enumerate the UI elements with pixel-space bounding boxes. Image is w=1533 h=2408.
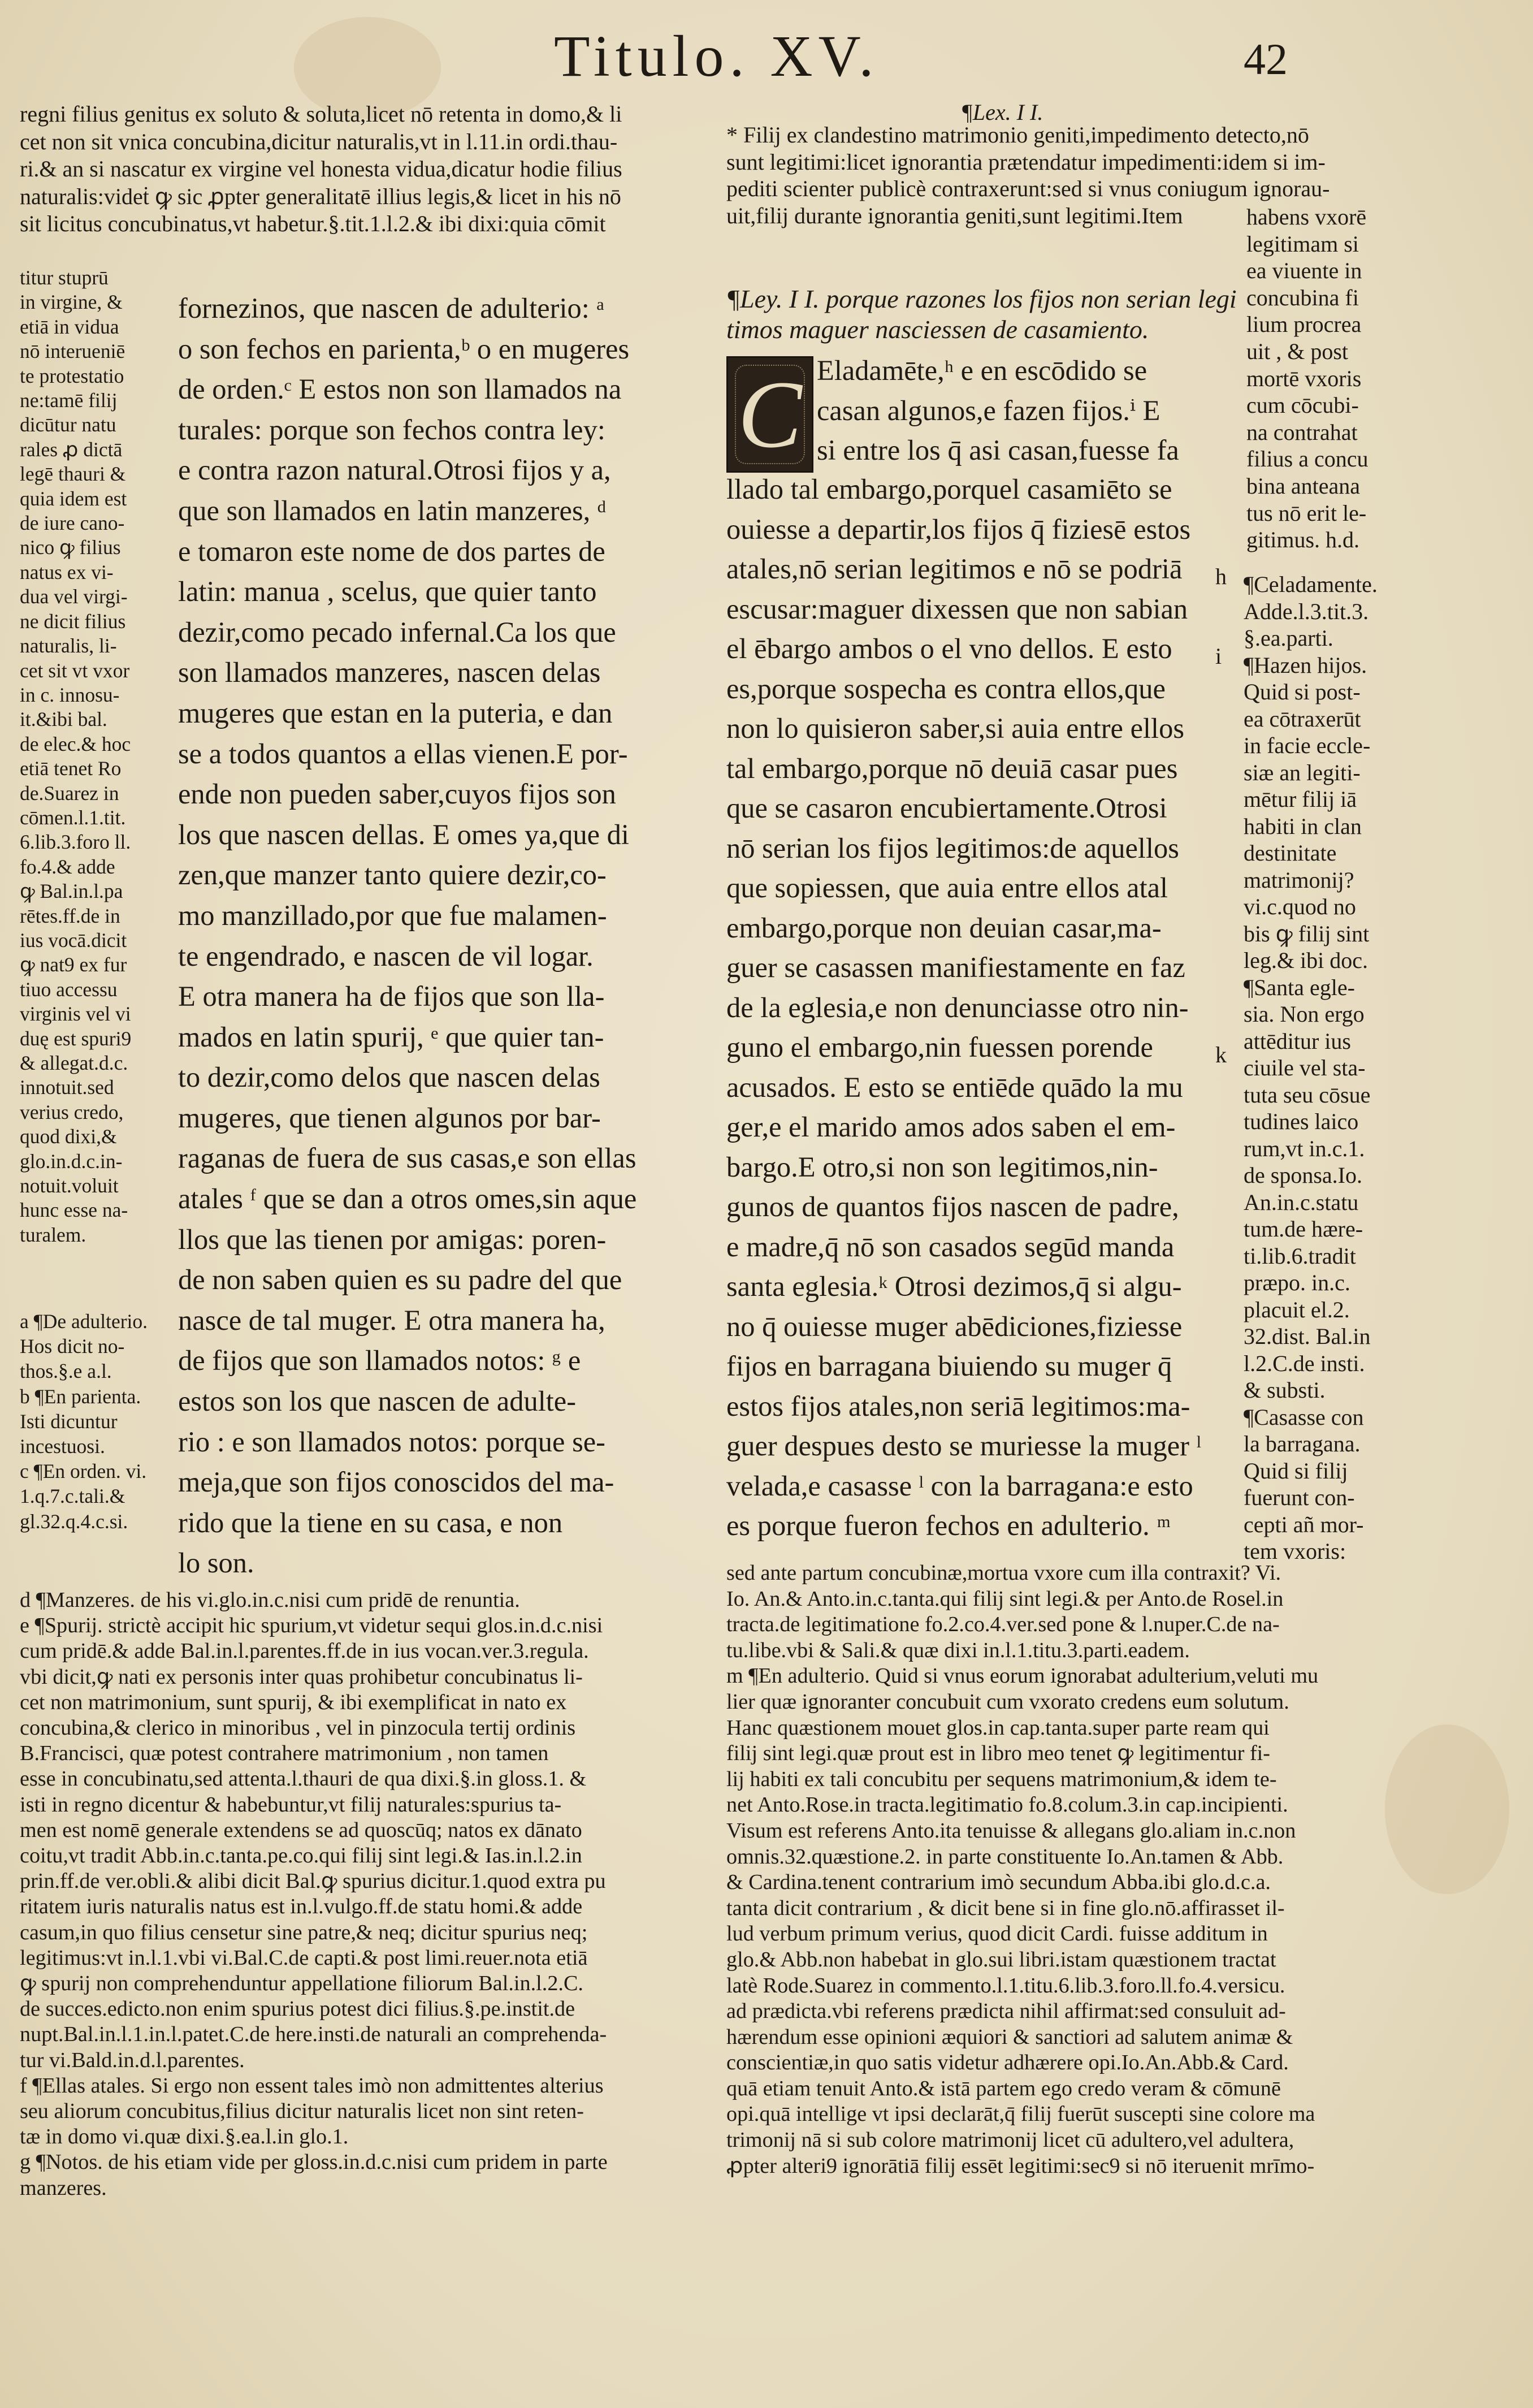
left-bottom-commentary: d ¶Manzeres. de his vi.glo.in.c.nisi cum pridē de renuntia. e ¶Spurij. strictè accipit hic spurium,vt videtur sequi glos.in.d.c.nisi cum pridē.& adde Bal.in.l.parentes.ff.de in ius vocan.ver.3.regula. vbi dicit,ꝙ nati ex personis inter quas prohibetur concubinatus li- cet non matrimonium, sunt spurij, & ibi exemplificat in nato ex concubina,& clerico in minoribus , vel in pinzocula tertij ordinis B.Francisci, quæ potest contrahere matrimonium , non tamen esse in concubinatu,sed attenta.l.thauri de qua dixi.§.in gloss.1. & isti in regno dicentur & habebuntur,vt filij naturales:spurius ta- men est nomē generale extendens se ad quoscūq; natos ex dānato coitu,vt tradit Abb.in.c.tanta.pe.co.qui filij sint legi.& Ias.in.l.2.in prin.ff.de ver.obli.& alibi dicit Bal.ꝙ spurius dicitur.1.quod extra pu ritatem iuris naturalis natus est in.l.vulgo.ff.de statu homi.& adde casum,in quo filius censetur sine patre,& neq; dicitur spurius neq; legitimus:vt in.l.1.vbi vi.Bal.C.de capti.& post limi.reuer.nota etiā ꝙ spurij non comprehenduntur appellatione filiorum Bal.in.l.2.C. de succes.edicto.non enim spurius potest dici filius.§.pe.instit.de nupt.Bal.in.l.1.in.l.patet.C.de here.insti.de naturali an comprehenda- tur vi.Bald.in.d.l.parentes. f ¶Ellas atales. Si ergo non essent tales imò non admittentes alterius seu aliorum concubitus,filius dicitur naturalis licet non sint reten- tæ in domo vi.quæ dixi.§.ea.l.in glo.1. g ¶Notos. de his etiam vide per gloss.in.d.c.nisi cum pridem in parte manzeres.	[20, 1588, 608, 2200]
initial-letter: C	[738, 361, 802, 468]
right-main-text-opening: Eladamēte,ʰ e en escōdido se casan algunos,e fazen fijos.ⁱ E si entre los q̄ asi casan,fuesse fa	[817, 355, 1179, 466]
note-markers: h i k	[1215, 564, 1227, 1067]
page-title: Titulo. XV.	[554, 24, 880, 89]
left-gloss-intro: regni filius genitus ex soluto & soluta,licet nō retenta in domo,& li cet non sit vnica concubina,dicitur naturalis,vt in l.11.in ordi.thau- ri.& an si nascatur ex virgine vel honesta vidua,dicatur hodie filius naturalis:videṫ ꝙ sic ꝓpter generalitatē illius legis,& licet in his nō sit licitus concubinatus,vt habetur.§.tit.1.l.2.& ibi dixi:quia cōmit	[20, 101, 622, 237]
left-marginal-gloss: titur stuprū in virgine, & etiā in vidua nō interueniē te protestatio ne:tamē filij dicūtur natu rales ꝓ dictā legē thauri & quia idem est de iure cano- nico ꝙ filius natus ex vi- dua vel virgi- ne dicit filius naturalis, li- cet sit vt vxor in c. innosu- it.&ibi bal. de elec.& hoc etiā tenet Ro de.Suarez in cōmen.l.1.tit. 6.lib.3.foro ll. fo.4.& adde ꝙ Bal.in.l.pa rētes.ff.de in ius vocā.dicit ꝙ nat9 ex fur tiuo accessu virginis vel vi duę est spuri9 & allegat.d.c. innotuit.sed verius credo, quod dixi,& glo.in.d.c.in- notuit.voluit hunc esse na- turalem.	[20, 266, 132, 1246]
decorated-initial	[726, 356, 813, 473]
page-number: 42	[1244, 34, 1288, 84]
ley-heading: ¶Ley. I I. porque razones los fijos non serian legi timos maguer nasciessen de casamiento.	[726, 284, 1237, 344]
right-bottom-commentary: sed ante partum concubinæ,mortua vxore cum illa contraxit? Vi. Io. An.& Anto.in.c.tanta.qui filij sint legi.& per Anto.de Rosel.in tracta.de legitimatione fo.2.co.4.ver.sed pone & l.nuper.C.de na- tu.libe.vbi & Sali.& quæ dixi in.l.1.titu.3.parti.eadem. m ¶En adulterio. Quid si vnus eorum ignorabat adulterium,veluti mu lier quæ ignoranter concubuit cum vxorato credens eum solutum. Hanc quæstionem mouet glos.in cap.tanta.super parte ream qui filij sint legi.quæ prout est in libro meo tenet ꝙ legitimentur fi- lij habiti ex tali concubitu per sequens matrimonium,& idem te- net Anto.Rose.in tracta.legitimatio fo.8.colum.3.in cap.incipienti. Visum est referens Anto.ita tenuisse & allegans glo.aliam in.c.non omnis.32.quæstione.2. in parte constituente Io.An.tamen & Abb. & Cardina.tenent contrarium imò secundum Abba.ibi glo.d.c.a. tanta dicit contrarium , & dicit bene si in fine glo.nō.affirasset il- lud verbum primum verius, quod dicit Cardi. fuisse additum in glo.& Abb.non habebat in glo.sui libri.istam quæstionem tractat latè Rode.Suarez in commento.l.1.titu.6.lib.3.foro.ll.fo.4.versicu. ad prædicta.vbi referens prædicta nihil affirmat:sed consuluit ad- hærendum esse opinioni æquiori & sanctiori ad salutem animæ & conscientiæ,in quo satis videtur adhærere opi.Io.An.Abb.& Card. quā etiam tenuit Anto.& istā partem ego credo veram & cōmunē opi.quā intellige vt ipsi declarāt,q̄ filij fuerūt suscepti sine colore ma trimonij nā si sub colore matrimonij licet cū adultero,vel adultera, ꝓpter alteri9 ignorātiā filij essēt legitimi:sec9 si nō iteruenit mrīmo-	[726, 1561, 1319, 2178]
lex-summary-text: * Filij ex clandestino matrimonio geniti,impedimento detecto,nō sunt legitimi:licet ignorantia prætendatur impedimenti:idem si im- pediti scienter publicè contraxerunt:sed si vnus coniugum ignorau- uit,filij durante ignorantia geniti,sunt legitimi.Item	[726, 122, 1330, 228]
right-marginal-gloss-top: habens vxorē legitimam si ea viuente in concubina fi lium procrea uit , & post mortē vxoris cum cōcubi- na contrahat filius a concu bina anteana tus nō erit le- gitimus. h.d.	[1246, 204, 1369, 553]
lex-summary-label: ¶Lex. I I.	[961, 100, 1043, 125]
right-main-text: llado tal embargo,porquel casamiēto se ouiesse a departir,los fijos q̄ fiziesē estos atales,nō serian legitimos e nō se podriā escusar:maguer dixessen que non sabian el ēbargo ambos o el vno dellos. E esto es,porque sospecha es contra ellos,que non lo quisieron saber,si auia entre ellos tal embargo,porque nō deuiā casar pues que se casaron encubiertamente.Otrosi nō serian los fijos legitimos:de aquellos que sopiessen, que auia entre ellos atal embargo,porque non deuian casar,ma- guer se casassen manifiestamente en faz de la eglesia,e non denunciasse otro nin- guno el embargo,nin fuessen porende acusados. E esto se entiēde quādo la mu ger,e el marido amos ados saben el em- bargo.E otro,si non son legitimos,nin- gunos de quantos fijos nascen de padre, e madre,q̄ nō son casados segūd manda santa eglesia.ᵏ Otrosi dezimos,q̄ si algu- no q̄ ouiesse muger abēdiciones,fiziesse fijos en barragana biuiendo su muger q̄ estos fijos atales,non seriā legitimos:ma- guer despues desto se muriesse la muger ˡ velada,e casasse ˡ con la barragana:e esto es porque fueron fechos en adulterio. ᵐ	[726, 473, 1202, 1541]
left-main-text: fornezinos, que nascen de adulterio: ᵃ o son fechos en parienta,ᵇ o en mugeres de orden.ᶜ E estos non son llamados na turales: porque son fechos contra ley: e contra razon natural.Otrosi fijos y a, que son llamados en latin manzeres, ᵈ e tomaron este nome de dos partes de latin: manua , scelus, que quier tanto dezir,como pecado infernal.Ca los que son llamados manzeres, nascen delas mugeres que estan en la puteria, e dan se a todos quantos a ellas vienen.E por- ende non pueden saber,cuyos fijos son los que nascen dellas. E omes ya,que di zen,que manzer tanto quiere dezir,co- mo manzillado,por que fue malamen- te engendrado, e nascen de vil logar. E otra manera ha de fijos que son lla- mados en latin spurij, ᵉ que quier tan- to dezir,como delos que nascen delas mugeres, que tienen algunos por bar- raganas de fuera de sus casas,e son ellas atales ᶠ que se dan a otros omes,sin aque llos que las tienen por amigas: poren- de non saben quien es su padre del que nasce de tal muger. E otra manera ha, de fijos que son llamados notos: ᵍ e estos son los que nascen de adulte- rio : e son llamados notos: porque se- meja,que son fijos conoscidos del ma- rido que la tiene en su casa, e non lo son.	[178, 292, 637, 1579]
left-footnotes: a ¶De adulterio. Hos dicit no- thos.§.e a.l. b ¶En parienta. Isti dicuntur incestuosi. c ¶En orden. vi. 1.q.7.c.tali.& gl.32.q.4.c.si.	[20, 1310, 148, 1533]
right-marginal-gloss: ¶Celadamente. Adde.l.3.tit.3. §.ea.parti. ¶Hazen hijos. Quid si post- ea cōtraxerūt in facie eccle- siæ an legiti- mētur filij iā habiti in clan destinitate matrimonij? vi.c.quod no bis ꝙ filij sint leg.& ibi doc. ¶Santa egle- sia. Non ergo attēditur ius ciuile vel sta- tuta seu cōsue tudines laico rum,vt in.c.1. de sponsa.Io. An.in.c.statu tum.de hære- ti.lib.6.tradit præpo. in.c. placuit el.2. 32.dist. Bal.in l.2.C.de insti. & substi. ¶Casasse con la barragana. Quid si filij fuerunt con- cepti añ mor- tem vxoris:	[1244, 572, 1378, 1564]
